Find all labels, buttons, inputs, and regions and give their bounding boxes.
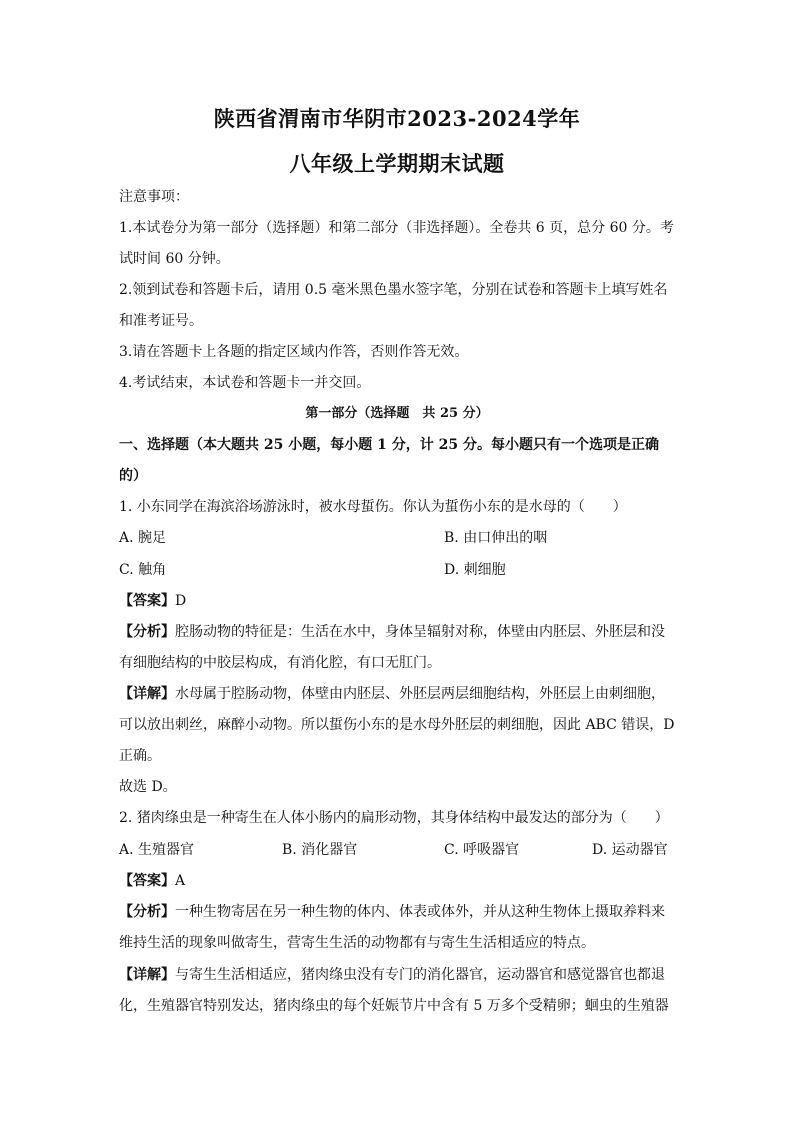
q1-option-a: A. 腕足 bbox=[119, 530, 167, 546]
exam-title-line2: 八年级上学期期末试题 bbox=[289, 151, 505, 176]
q2-detail-tag: 【详解】 bbox=[119, 967, 175, 983]
q1-analysis-tag: 【分析】 bbox=[119, 624, 175, 640]
q1-detail-text: 水母属于腔肠动物，体壁由内胚层、外胚层两层细胞结构，外胚层上由刺细胞， bbox=[175, 686, 665, 702]
q1-detail-cont: 可以放出刺丝，麻醉小动物。所以蜇伤小东的是水母外胚层的刺细胞，因此 ABC 错误，D bbox=[119, 717, 675, 733]
q1-analysis-text: 腔肠动物的特征是：生活在水中，身体呈辐射对称，体壁由内胚层、外胚层和没 bbox=[175, 624, 665, 640]
q1-detail-cont2: 正确。 bbox=[119, 748, 161, 764]
q2-detail-cont: 化，生殖器官特别发达，猪肉绦虫的每个妊娠节片中含有 5 万多个受精卵；蛔虫的生殖器 bbox=[119, 998, 669, 1014]
q2-analysis-tag: 【分析】 bbox=[119, 904, 175, 920]
section-heading: 一、选择题（本大题共 25 小题，每小题 1 分，计 25 分。每小题只有一个选项是正确 bbox=[119, 437, 659, 453]
q2-option-c: C. 呼吸器官 bbox=[444, 842, 520, 858]
q1-stem: 1. 小东同学在海滨浴场游泳时，被水母蜇伤。你认为蜇伤小东的是水母的（ ） bbox=[119, 499, 627, 515]
notice-item-1-cont: 试时间 60 分钟。 bbox=[119, 251, 230, 267]
q1-answer-value: D bbox=[175, 593, 187, 609]
q2-option-d: D. 运动器官 bbox=[592, 842, 668, 858]
q1-option-c: C. 触角 bbox=[119, 562, 167, 578]
q1-answer-tag: 【答案】 bbox=[119, 593, 175, 609]
q1-detail bbox=[119, 684, 679, 704]
q2-analysis-cont: 维持生活的现象叫做寄生，营寄生生活的动物都有与寄生生活相适应的特点。 bbox=[119, 935, 595, 951]
part1-heading: 第一部分（选择题 共 25 分） bbox=[305, 406, 489, 421]
notice-item-2-cont: 和准考证号。 bbox=[119, 313, 203, 329]
q1-analysis bbox=[119, 622, 679, 642]
notice-item-1: 1.本试卷分为第一部分（选择题）和第二部分（非选择题）。全卷共 6 页，总分 60 分。考 bbox=[119, 220, 674, 236]
notice-item-2: 2.领到试卷和答题卡后，请用 0.5 毫米黑色墨水签字笔，分别在试卷和答题卡上填写姓名 bbox=[119, 282, 668, 298]
q1-option-d: D. 刺细胞 bbox=[444, 562, 506, 578]
q2-analysis-text: 一种生物寄居在另一种生物的体内、体表或体外，并从这种生物体上摄取养料来 bbox=[175, 904, 665, 920]
q2-detail-text: 与寄生生活相适应，猪肉绦虫没有专门的消化器官，运动器官和感觉器官也都退 bbox=[175, 967, 665, 983]
q2-analysis bbox=[119, 902, 679, 922]
q2-option-b: B. 消化器官 bbox=[282, 842, 358, 858]
q1-detail-tag: 【详解】 bbox=[119, 686, 175, 702]
q2-stem: 2. 猪肉绦虫是一种寄生在人体小肠内的扁形动物，其身体结构中最发达的部分为（ ） bbox=[119, 810, 669, 826]
q2-answer bbox=[119, 871, 679, 891]
q2-answer-value: A bbox=[175, 873, 186, 889]
q1-analysis-cont: 有细胞结构的中胶层构成，有消化腔，有口无肛门。 bbox=[119, 655, 441, 671]
notice-item-3: 3.请在答题卡上各题的指定区域内作答，否则作答无效。 bbox=[119, 344, 469, 360]
q1-conclusion: 故选 D。 bbox=[119, 779, 177, 795]
q1-option-b: B. 由口伸出的咽 bbox=[444, 530, 548, 546]
exam-title-line1: 陕西省渭南市华阴市2023-2024学年 bbox=[213, 106, 581, 131]
q2-answer-tag: 【答案】 bbox=[119, 873, 175, 889]
q2-option-a: A. 生殖器官 bbox=[119, 842, 195, 858]
notice-item-4: 4.考试结束，本试卷和答题卡一并交回。 bbox=[119, 375, 371, 391]
q1-answer bbox=[119, 591, 679, 611]
q2-detail bbox=[119, 965, 679, 985]
section-heading-cont: 的） bbox=[119, 468, 147, 484]
notice-heading: 注意事项： bbox=[119, 189, 189, 205]
